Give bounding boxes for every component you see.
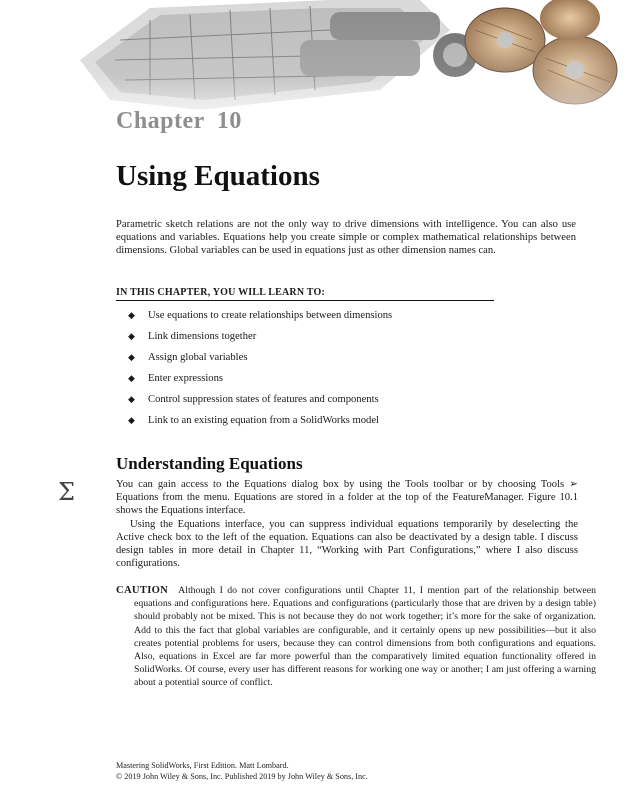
learn-heading: IN THIS CHAPTER, YOU WILL LEARN TO: bbox=[116, 287, 494, 301]
caution-text: Although I do not cover configurations until Chapter 11, I mention part of the relationship between equations and configurations here. Equations and configurations (particularly those that are driven by a design table) should probably not be mixed. This is not because they do not work together; it’s more for the sake of organization. Add to this the fact that global variables are configurable, and it certainly opens up new possibilities—but it also creates potential problems for users, because they can control dimensions from both configurations and equations. Also, equations in Excel are far more powerful than the comparatively limited equation functionality offered in SolidWorks. Of course, every user has different reasons for working one way or another; I am just offering a warning about a potential source of conflict. bbox=[134, 585, 596, 689]
chapter-word: Chapter bbox=[116, 108, 205, 134]
section-paragraph-1: You can gain access to the Equations dialog box by using the Tools toolbar or by choosing Tools ➢ Equations from the menu. Equations are stored in a folder at the top of the FeatureManager. Figure 10.1 shows the Equations interface. bbox=[116, 479, 578, 517]
diamond-bullet-icon: ◆ bbox=[128, 331, 135, 341]
learn-list bbox=[128, 305, 392, 431]
diamond-bullet-icon: ◆ bbox=[128, 394, 135, 404]
list-item: ◆ Use equations to create relationships between dimensions bbox=[128, 305, 392, 326]
sigma-icon: Σ bbox=[58, 478, 75, 506]
list-item: ◆ Link to an existing equation from a SolidWorks model bbox=[128, 410, 392, 431]
intro-paragraph: Parametric sketch relations are not the only way to drive dimensions with intelligence. You can also use equations and variables. Equations help you create simple or complex mathematical relationships between dimensions. Global variables can be used in equations just as other dimension names can. bbox=[116, 219, 576, 257]
diamond-bullet-icon: ◆ bbox=[128, 310, 135, 320]
section-heading: Understanding Equations bbox=[116, 454, 303, 473]
engine-illustration bbox=[0, 0, 636, 140]
chapter-title: Using Equations bbox=[116, 160, 320, 192]
diamond-bullet-icon: ◆ bbox=[128, 373, 135, 383]
diamond-bullet-icon: ◆ bbox=[128, 352, 135, 362]
footer-line-1: Mastering SolidWorks, First Edition. Matt Lombard. bbox=[116, 761, 289, 770]
section-paragraph-2: Using the Equations interface, you can suppress individual equations temporarily by deselecting the Active check box to the left of the equation. Equations can also be deactivated by a design table. I discuss design tables in more detail in Chapter 11, “Working with Part Configurations,” where I also discuss configurations. bbox=[116, 518, 578, 570]
list-item: ◆ Enter expressions bbox=[128, 368, 392, 389]
diamond-bullet-icon: ◆ bbox=[128, 415, 135, 425]
copyright-footer bbox=[116, 760, 368, 782]
section-body bbox=[116, 478, 578, 570]
list-item: ◆ Assign global variables bbox=[128, 347, 392, 368]
chapter-label bbox=[116, 108, 242, 135]
list-item: ◆ Control suppression states of features and components bbox=[128, 389, 392, 410]
caution-note bbox=[116, 584, 596, 690]
footer-line-2: © 2019 John Wiley & Sons, Inc. Published 2019 by John Wiley & Sons, Inc. bbox=[116, 772, 368, 782]
caution-label: CAUTION bbox=[116, 585, 169, 596]
list-item: ◆ Link dimensions together bbox=[128, 326, 392, 347]
chapter-number: 10 bbox=[216, 108, 242, 134]
